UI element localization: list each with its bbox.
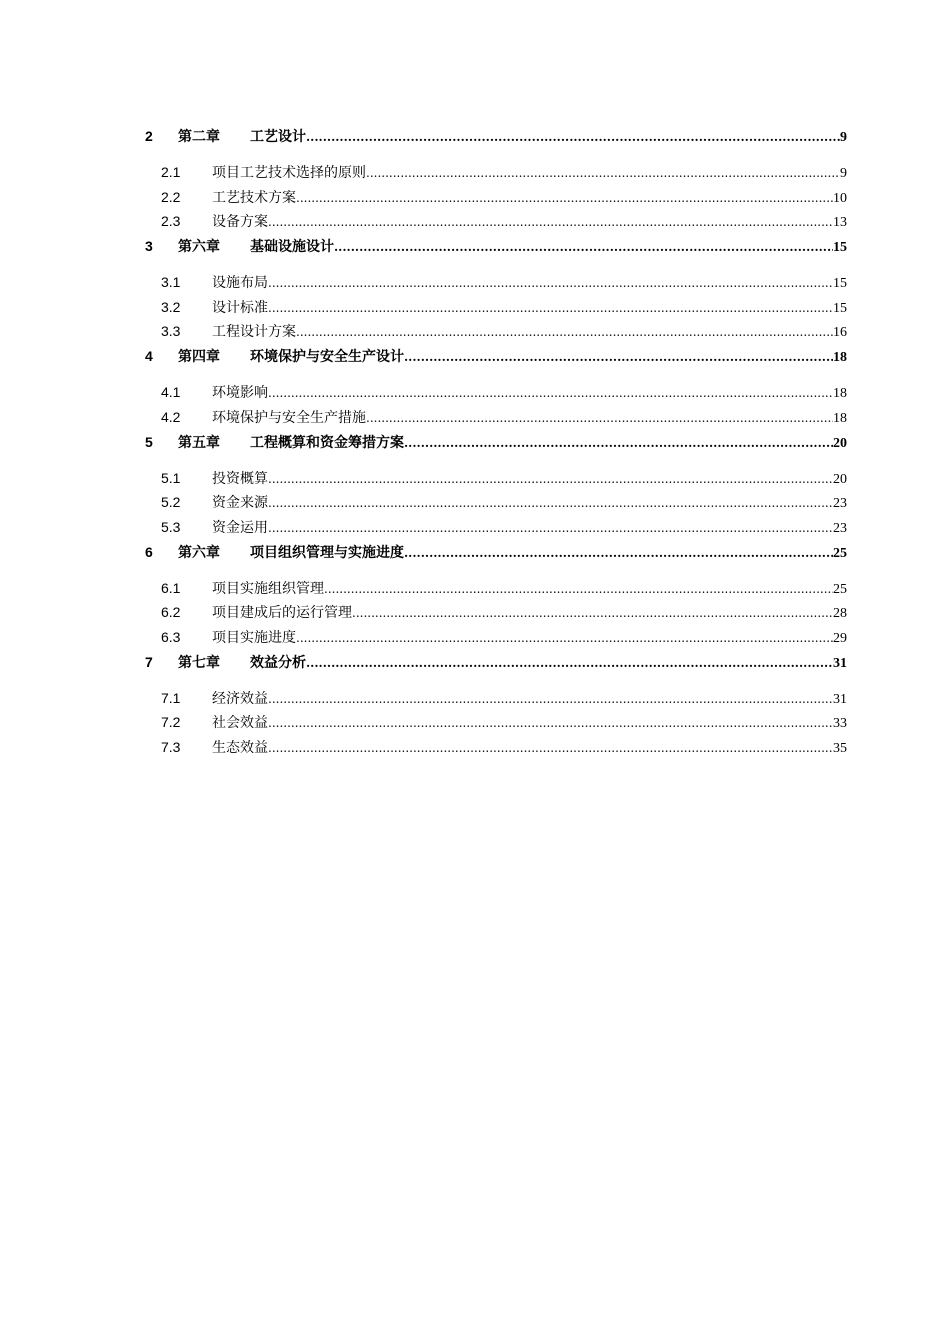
section-title: 环境保护与安全生产措施 — [212, 409, 366, 426]
toc-section-entry[interactable] — [145, 466, 847, 491]
section-number: 7.3 — [161, 739, 181, 755]
toc-chapter-entry[interactable] — [145, 234, 847, 270]
dot-leader — [268, 271, 833, 295]
section-number: 4.1 — [161, 384, 181, 401]
chapter-label: 第二章 — [178, 129, 220, 145]
dot-leader — [268, 516, 833, 540]
chapter-number: 3 — [145, 238, 153, 255]
chapter-number: 4 — [145, 348, 153, 365]
chapter-page-number: 31 — [833, 655, 847, 671]
toc-section-entry[interactable] — [145, 686, 847, 711]
chapter-title — [178, 541, 404, 565]
toc-section-entry[interactable] — [145, 710, 847, 735]
chapter-title — [178, 431, 404, 455]
section-number: 5.2 — [161, 494, 181, 511]
section-title: 设计标准 — [212, 299, 268, 316]
chapter-title-text: 基础设施设计 — [250, 239, 334, 256]
section-page-number: 16 — [833, 325, 847, 341]
table-of-contents — [145, 124, 847, 760]
section-title: 项目实施进度 — [212, 629, 296, 646]
dot-leader — [296, 186, 833, 210]
section-number: 6.3 — [161, 628, 181, 645]
section-page-number: 33 — [833, 716, 847, 732]
section-number: 2.2 — [161, 188, 181, 205]
chapter-label: 第六章 — [178, 239, 220, 256]
toc-section-entry[interactable] — [145, 185, 847, 210]
chapter-number: 7 — [145, 653, 153, 670]
dot-leader — [268, 296, 833, 320]
section-number: 7.1 — [161, 689, 181, 706]
section-number: 6.2 — [161, 604, 181, 621]
dot-leader — [404, 431, 833, 455]
chapter-page-number: 18 — [833, 350, 847, 366]
section-title: 资金运用 — [212, 519, 268, 536]
chapter-title — [178, 651, 306, 675]
section-page-number: 15 — [833, 300, 847, 316]
toc-section-entry[interactable] — [145, 380, 847, 405]
dot-leader — [404, 345, 833, 369]
dot-leader — [268, 687, 833, 711]
chapter-number: 6 — [145, 543, 153, 560]
chapter-page-number: 20 — [833, 435, 847, 451]
chapter-page-number: 9 — [840, 130, 847, 145]
section-title: 环境影响 — [212, 385, 268, 402]
chapter-number: 2 — [145, 128, 153, 144]
chapter-page-number: 15 — [833, 240, 847, 256]
dot-leader — [268, 467, 833, 491]
chapter-title — [178, 125, 306, 149]
dot-leader — [296, 320, 833, 344]
toc-chapter-entry[interactable] — [145, 650, 847, 686]
chapter-title-text: 效益分析 — [250, 654, 306, 671]
toc-section-entry[interactable] — [145, 576, 847, 601]
section-number: 3.2 — [161, 298, 181, 315]
toc-chapter-entry[interactable] — [145, 124, 847, 160]
dot-leader — [366, 161, 840, 185]
section-number: 5.1 — [161, 469, 181, 486]
chapter-label: 第七章 — [178, 654, 220, 671]
section-page-number: 10 — [833, 190, 847, 206]
section-title: 社会效益 — [212, 715, 268, 732]
dot-leader — [366, 406, 833, 430]
section-number: 2.3 — [161, 213, 181, 230]
section-page-number: 18 — [833, 410, 847, 426]
toc-section-entry[interactable] — [145, 405, 847, 430]
section-page-number: 25 — [833, 581, 847, 597]
chapter-title-text: 工程概算和资金筹措方案 — [250, 434, 404, 451]
dot-leader — [352, 601, 833, 625]
toc-section-entry[interactable] — [145, 490, 847, 515]
section-title: 设备方案 — [212, 214, 268, 231]
section-page-number: 23 — [833, 496, 847, 512]
chapter-label: 第四章 — [178, 349, 220, 366]
dot-leader — [334, 235, 833, 259]
dot-leader — [268, 711, 833, 735]
section-page-number: 28 — [833, 606, 847, 622]
dot-leader — [268, 210, 833, 234]
section-page-number: 13 — [833, 215, 847, 231]
dot-leader — [296, 626, 833, 650]
chapter-title-text: 工艺设计 — [250, 129, 306, 145]
toc-section-entry[interactable] — [145, 515, 847, 540]
section-number: 7.2 — [161, 714, 181, 731]
section-title: 工艺技术方案 — [212, 189, 296, 206]
section-number: 6.1 — [161, 579, 181, 596]
chapter-label: 第六章 — [178, 544, 220, 561]
section-page-number: 29 — [833, 630, 847, 646]
toc-chapter-entry[interactable] — [145, 344, 847, 380]
toc-section-entry[interactable] — [145, 295, 847, 320]
toc-section-entry[interactable] — [145, 735, 847, 760]
section-page-number: 15 — [833, 276, 847, 292]
toc-section-entry[interactable] — [145, 270, 847, 295]
section-number: 3.1 — [161, 274, 181, 291]
chapter-title — [178, 345, 404, 369]
section-page-number: 9 — [840, 166, 847, 181]
toc-section-entry[interactable] — [145, 319, 847, 344]
dot-leader — [306, 125, 840, 149]
section-title: 资金来源 — [212, 495, 268, 512]
dot-leader — [404, 541, 833, 565]
section-title: 工程设计方案 — [212, 324, 296, 341]
chapter-page-number: 25 — [833, 545, 847, 561]
dot-leader — [268, 736, 833, 760]
toc-chapter-entry[interactable] — [145, 430, 847, 466]
dot-leader — [306, 651, 833, 675]
section-page-number: 31 — [833, 691, 847, 707]
dot-leader — [268, 381, 833, 405]
section-number: 5.3 — [161, 518, 181, 535]
section-page-number: 18 — [833, 386, 847, 402]
section-title: 项目建成后的运行管理 — [212, 605, 352, 622]
toc-section-entry[interactable] — [145, 600, 847, 625]
chapter-title-text: 项目组织管理与实施进度 — [250, 544, 404, 561]
section-number: 4.2 — [161, 408, 181, 425]
chapter-label: 第五章 — [178, 434, 220, 451]
section-title: 投资概算 — [212, 470, 268, 487]
toc-section-entry[interactable] — [145, 625, 847, 650]
section-title: 项目工艺技术选择的原则 — [212, 165, 366, 181]
dot-leader — [324, 577, 833, 601]
section-title: 经济效益 — [212, 690, 268, 707]
toc-chapter-entry[interactable] — [145, 540, 847, 576]
section-title: 生态效益 — [212, 740, 268, 756]
section-title: 项目实施组织管理 — [212, 580, 324, 597]
section-page-number: 35 — [833, 741, 847, 756]
toc-section-entry[interactable] — [145, 209, 847, 234]
chapter-title — [178, 235, 334, 259]
section-page-number: 23 — [833, 520, 847, 536]
chapter-number: 5 — [145, 433, 153, 450]
dot-leader — [268, 491, 833, 515]
section-number: 3.3 — [161, 323, 181, 340]
section-title: 设施布局 — [212, 275, 268, 292]
toc-section-entry[interactable] — [145, 160, 847, 185]
section-number: 2.1 — [161, 164, 181, 180]
chapter-title-text: 环境保护与安全生产设计 — [250, 349, 404, 366]
section-page-number: 20 — [833, 471, 847, 487]
